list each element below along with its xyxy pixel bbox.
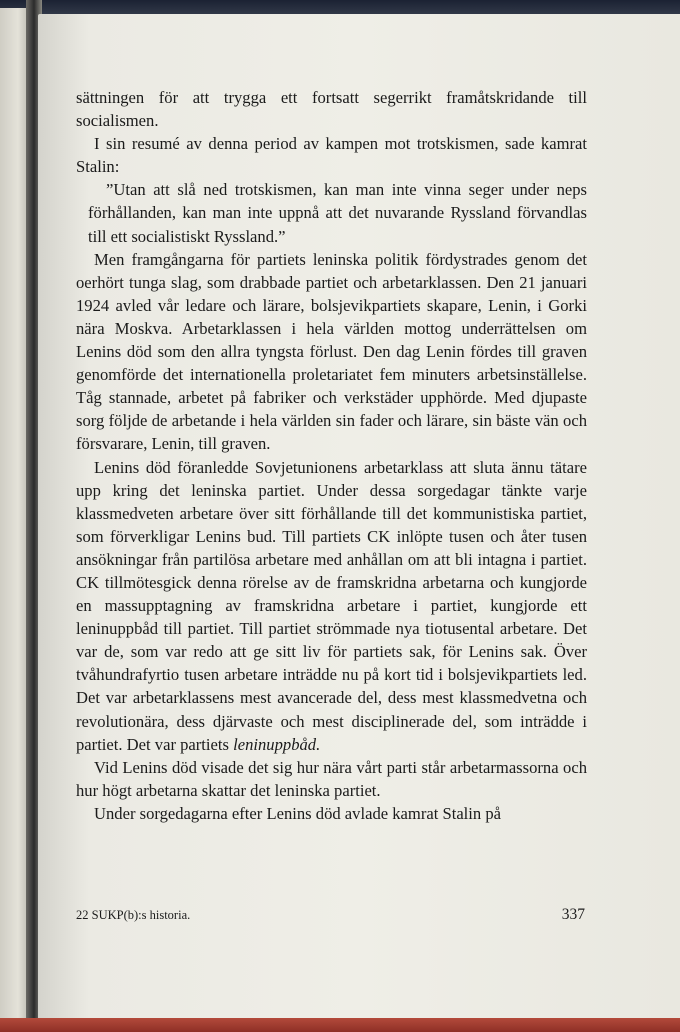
paragraph-leninuppbad <box>76 456 587 756</box>
paragraph-text: Lenins död föranledde Sovjetunionens arbetarklass att sluta ännu tätare upp kring det leninska partiet. Under dessa sorgedagar tänkte varje klassmedveten arbetare över sitt förhållande till det kommunistiska partiet, som förverkligar Lenins bud. Till partiets CK inlöpte tusen och åter tusen ansökningar från partilösa arbetare med anhållan om att bli intagna i partiet. CK tillmötesgick denna rörelse av de framskridna arbetarna och kungjorde en massupptagning av framskridna arbetare i partiet, kungjorde ett leninuppbåd till partiet. Till partiet strömmade nya tiotusental arbetare. Det var de, som var redo att ge sitt liv för partiets sak, för Lenins sak. Över tvåhundrafyrtio tusen arbetare inträdde nu på kort tid i bolsjevikpartiets led. Det var arbetarklassens mest avancerade del, dess mest klassmedvetna och revolutionära, dess djärvaste och mest disciplinerade del, som inträdde i partiet. Det var partiets <box>76 457 587 754</box>
italic-term: leninuppbåd. <box>233 734 321 754</box>
page-number: 337 <box>561 906 585 923</box>
paragraph-continuation: sättningen för att trygga ett fortsatt segerrikt framåtskridande till socialismen. <box>76 88 587 131</box>
book-cover-edge <box>0 1018 680 1032</box>
paragraph: I sin resumé av denna period av kampen mot trotskismen, sade kamrat Stalin: <box>76 134 587 177</box>
paragraph: Men framgångarna för partiets leninska politik fördystrades genom det oerhört tunga slag, som drabbade partiet och arbetarklassen. Den 21 januari 1924 avled vår ledare och lärare, bolsjevikpartiets skapare, Lenin, i Gorki nära Moskva. Arbetarklassen i hela världen mottog underrättelsen om Lenins död som den allra tyngsta förlust. Den dag Lenin fördes till graven genomförde det internationella proletariatet fem minuters arbetsinställelse. Tåg stannade, arbetet på fabriker och verkstäder upphörde. Med djupaste sorg följde de arbetande i hela världen sin fader och lärare, sin bäste vän och försvarare, Lenin, till graven. <box>76 249 587 454</box>
stalin-quote: ”Utan att slå ned trotskismen, kan man inte vinna seger under neps förhållanden, kan man inte uppnå att det nuvarande Ryssland förvandlas till ett socialistiskt Ryssland.” <box>88 180 587 246</box>
paragraph: Under sorgedagarna efter Lenins död avlade kamrat Stalin på <box>94 803 502 823</box>
paragraph: Vid Lenins död visade det sig hur nära vårt parti står arbetarmassorna och hur högt arbetarna skattar det leninska partiet. <box>76 757 587 800</box>
body-text <box>76 86 587 825</box>
page-footer <box>76 906 585 924</box>
signature-mark: 22 SUKP(b):s historia. <box>76 908 191 922</box>
